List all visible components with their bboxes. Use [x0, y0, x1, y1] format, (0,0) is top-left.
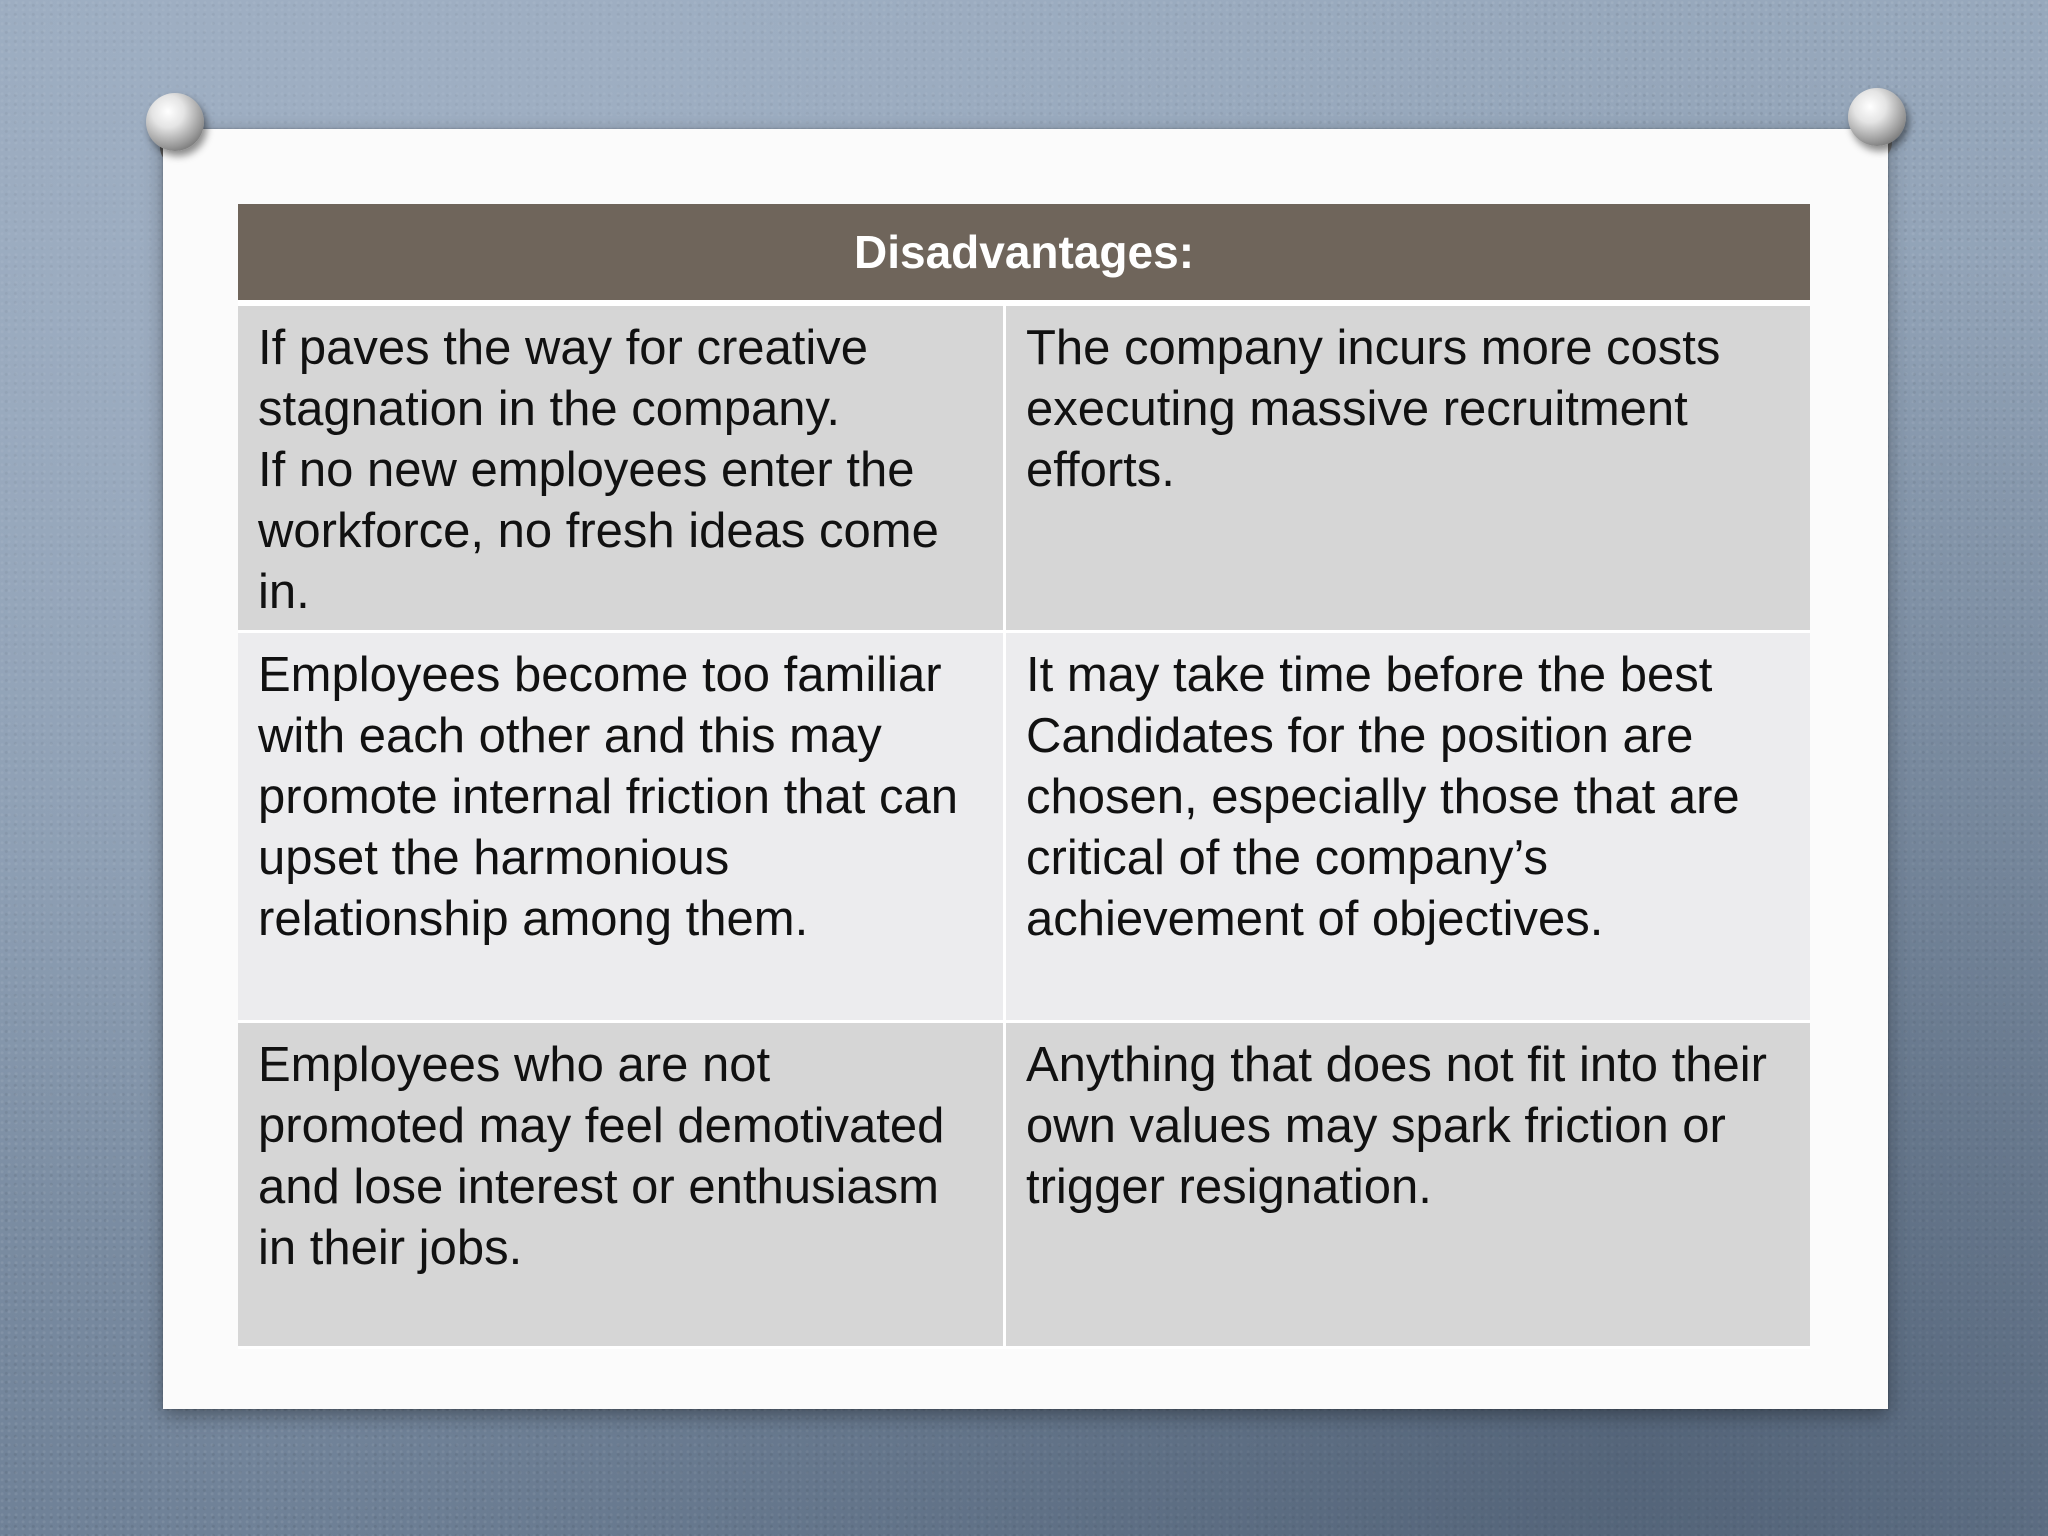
table-cell: Employees who are not promoted may feel demotivated and lose interest or enthusiasm in their jobs.	[238, 1023, 1006, 1349]
push-pin-icon	[1848, 88, 1906, 146]
table-cell: Anything that does not fit into their own values may spark friction or trigger resignation.	[1006, 1023, 1810, 1349]
table-row	[238, 633, 1810, 1023]
table-header-row	[238, 204, 1810, 306]
table-cell: The company incurs more costs executing massive recruitment efforts.	[1006, 306, 1810, 633]
table-cell: If paves the way for creative stagnation in the company. If no new employees enter the workforce, no fresh ideas come in.	[238, 306, 1006, 633]
table-header: Disadvantages:	[238, 204, 1810, 306]
disadvantages-table	[238, 204, 1810, 1349]
push-pin-icon	[146, 93, 204, 151]
table-row	[238, 306, 1810, 633]
table-cell: It may take time before the best Candidates for the position are chosen, especially those that are critical of the company’s achievement of objectives.	[1006, 633, 1810, 1023]
table-cell: Employees become too familiar with each other and this may promote internal friction that can upset the harmonious relationship among them.	[238, 633, 1006, 1023]
table-row	[238, 1023, 1810, 1349]
